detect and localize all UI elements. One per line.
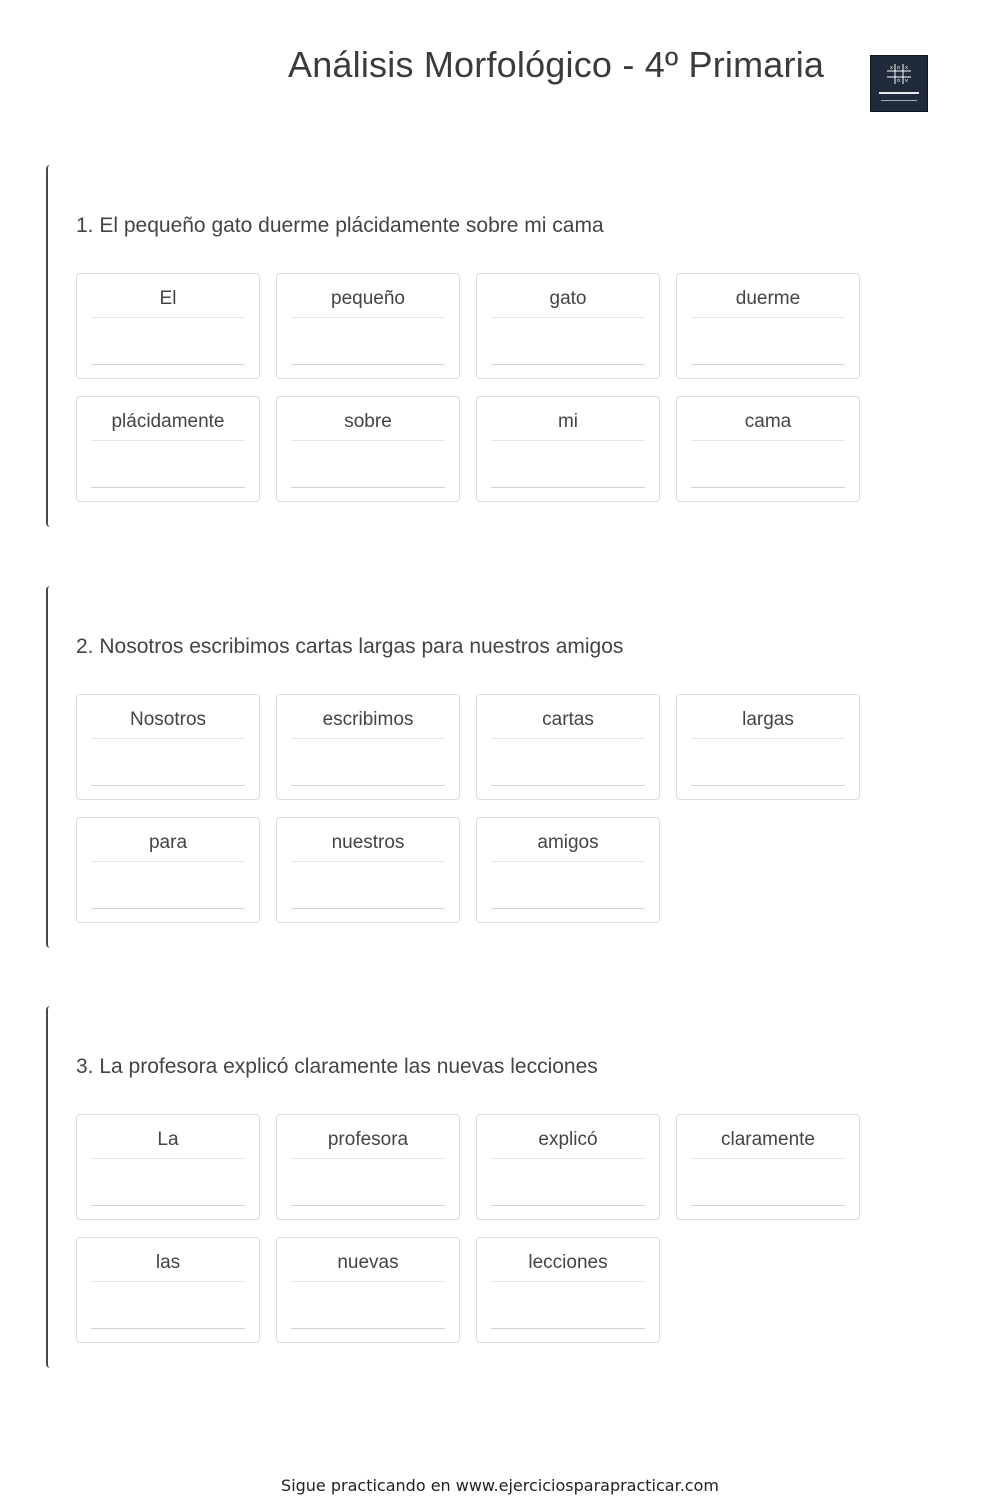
exercise-section (46, 1006, 906, 1368)
word-card[interactable] (676, 1114, 860, 1220)
word-card[interactable] (476, 1114, 660, 1220)
word-label: pequeño (331, 288, 405, 309)
answer-line[interactable] (691, 487, 845, 488)
svg-text:x: x (905, 65, 908, 71)
exercise-prompt: 1. El pequeño gato duerme plácidamente sobre mi cama (76, 214, 604, 237)
answer-line[interactable] (491, 908, 645, 909)
answer-line[interactable] (691, 1205, 845, 1206)
answer-line[interactable] (291, 1205, 445, 1206)
answer-line[interactable] (291, 1158, 445, 1159)
word-card[interactable] (676, 694, 860, 800)
word-label: largas (742, 709, 794, 730)
word-label: Nosotros (129, 709, 207, 730)
answer-line[interactable] (91, 487, 245, 488)
word-card[interactable] (276, 273, 460, 379)
answer-line[interactable] (291, 1281, 445, 1282)
answer-line[interactable] (91, 861, 245, 862)
word-card[interactable] (76, 273, 260, 379)
word-card[interactable] (276, 694, 460, 800)
word-card[interactable] (76, 1114, 260, 1220)
answer-line[interactable] (491, 317, 645, 318)
answer-line[interactable] (91, 364, 245, 365)
word-card[interactable] (476, 273, 660, 379)
answer-line[interactable] (691, 1158, 845, 1159)
word-label: cartas (542, 709, 594, 730)
tic-tac-toe-logo-icon (870, 55, 928, 112)
word-label: nuestros (331, 832, 405, 853)
exercise-prompt: 2. Nosotros escribimos cartas largas para nuestros amigos (76, 635, 624, 658)
answer-line[interactable] (91, 317, 245, 318)
answer-line[interactable] (691, 317, 845, 318)
word-label: explicó (538, 1129, 598, 1150)
word-label: amigos (537, 832, 599, 853)
word-card[interactable] (676, 396, 860, 502)
word-card[interactable] (476, 817, 660, 923)
section-bracket (46, 586, 50, 948)
word-label: las (155, 1252, 181, 1273)
answer-line[interactable] (691, 738, 845, 739)
answer-line[interactable] (491, 1281, 645, 1282)
answer-line[interactable] (291, 487, 445, 488)
word-card[interactable] (476, 694, 660, 800)
word-label: lecciones (528, 1252, 608, 1273)
answer-line[interactable] (691, 364, 845, 365)
answer-line[interactable] (91, 908, 245, 909)
answer-line[interactable] (491, 785, 645, 786)
answer-line[interactable] (491, 1328, 645, 1329)
answer-line[interactable] (91, 738, 245, 739)
answer-line[interactable] (291, 317, 445, 318)
page-title: Análisis Morfológico - 4º Primaria (288, 44, 825, 85)
svg-text:v: v (905, 78, 908, 84)
answer-line[interactable] (91, 1328, 245, 1329)
svg-text:o: o (897, 65, 901, 71)
word-label: profesora (327, 1129, 409, 1150)
exercise-section (46, 586, 906, 948)
answer-line[interactable] (691, 440, 845, 441)
answer-line[interactable] (491, 364, 645, 365)
word-label: mi (557, 411, 579, 432)
answer-line[interactable] (691, 785, 845, 786)
answer-line[interactable] (91, 1158, 245, 1159)
word-label: sobre (344, 411, 392, 432)
word-card[interactable] (76, 396, 260, 502)
exercise-section (46, 165, 906, 527)
word-card[interactable] (476, 1237, 660, 1343)
answer-line[interactable] (291, 738, 445, 739)
answer-line[interactable] (491, 440, 645, 441)
word-label: claramente (721, 1129, 815, 1150)
word-label: duerme (735, 288, 801, 309)
word-label: plácidamente (111, 411, 225, 432)
word-label: gato (549, 288, 587, 309)
word-label: para (148, 832, 188, 853)
word-label: La (157, 1129, 179, 1150)
answer-line[interactable] (91, 785, 245, 786)
word-card[interactable] (276, 1114, 460, 1220)
answer-line[interactable] (291, 861, 445, 862)
word-card[interactable] (76, 817, 260, 923)
answer-line[interactable] (291, 364, 445, 365)
word-card[interactable] (476, 396, 660, 502)
word-card[interactable] (76, 1237, 260, 1343)
word-label: nuevas (337, 1252, 399, 1273)
answer-line[interactable] (491, 487, 645, 488)
svg-text:x: x (890, 65, 893, 71)
answer-line[interactable] (91, 1281, 245, 1282)
answer-line[interactable] (91, 440, 245, 441)
exercise-prompt: 3. La profesora explicó claramente las nuevas lecciones (76, 1055, 598, 1078)
answer-line[interactable] (291, 1328, 445, 1329)
answer-line[interactable] (491, 1158, 645, 1159)
section-bracket (46, 165, 50, 527)
section-bracket (46, 1006, 50, 1368)
word-card[interactable] (276, 817, 460, 923)
footer-text: Sigue practicando en www.ejerciciosparapracticar.com (281, 1476, 719, 1495)
word-card[interactable] (276, 1237, 460, 1343)
answer-line[interactable] (291, 785, 445, 786)
word-card[interactable] (676, 273, 860, 379)
svg-text:o: o (897, 78, 901, 84)
answer-line[interactable] (491, 738, 645, 739)
answer-line[interactable] (91, 1205, 245, 1206)
word-label: El (159, 288, 177, 309)
answer-line[interactable] (491, 861, 645, 862)
word-label: cama (744, 411, 792, 432)
word-card[interactable] (276, 396, 460, 502)
page-header (0, 0, 1000, 130)
answer-line[interactable] (291, 908, 445, 909)
word-label: escribimos (322, 709, 414, 730)
answer-line[interactable] (291, 440, 445, 441)
word-card[interactable] (76, 694, 260, 800)
answer-line[interactable] (491, 1205, 645, 1206)
